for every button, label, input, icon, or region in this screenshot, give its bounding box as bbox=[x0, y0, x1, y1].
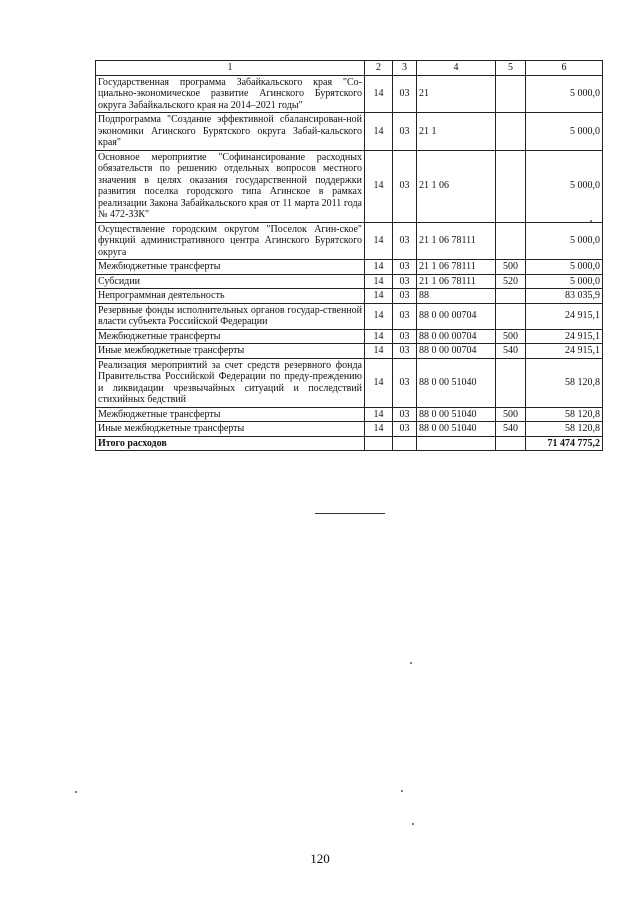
row-name-cell: Основное мероприятие "Софинансирование расходных обязательств по решению отдельных вопросов местного значения в целях оказания государственной поддержки развития поселка городского типа Агинское в рамках реализации Закона Забайкальского края от 11 марта 2011 года № 472-ЗЗК" bbox=[96, 150, 365, 222]
table-row bbox=[96, 222, 603, 260]
row-amount-cell: 5 000,0 bbox=[526, 274, 603, 289]
row-subsection-cell: 03 bbox=[393, 358, 417, 407]
row-target-article-cell: 88 0 00 00704 bbox=[417, 303, 496, 329]
row-section-cell: 14 bbox=[365, 358, 393, 407]
total-cell-5 bbox=[496, 436, 526, 451]
total-cell-2 bbox=[365, 436, 393, 451]
row-subsection-cell: 03 bbox=[393, 222, 417, 260]
row-name-cell: Иные межбюджетные трансферты bbox=[96, 422, 365, 437]
row-subsection-cell: 03 bbox=[393, 329, 417, 344]
table-header-row bbox=[96, 61, 603, 76]
scan-speck bbox=[75, 791, 77, 793]
row-expense-type-cell bbox=[496, 289, 526, 304]
row-expense-type-cell bbox=[496, 150, 526, 222]
row-subsection-cell: 03 bbox=[393, 422, 417, 437]
row-section-cell: 14 bbox=[365, 113, 393, 151]
row-amount-cell: 5 000,0 bbox=[526, 260, 603, 275]
row-amount-cell: 5 000,0 bbox=[526, 75, 603, 113]
row-amount-cell: 5 000,0 bbox=[526, 150, 603, 222]
row-expense-type-cell: 500 bbox=[496, 329, 526, 344]
row-subsection-cell: 03 bbox=[393, 344, 417, 359]
row-section-cell: 14 bbox=[365, 222, 393, 260]
row-target-article-cell: 88 0 00 00704 bbox=[417, 344, 496, 359]
table-row bbox=[96, 303, 603, 329]
row-target-article-cell: 21 1 06 bbox=[417, 150, 496, 222]
row-target-article-cell: 88 bbox=[417, 289, 496, 304]
row-section-cell: 14 bbox=[365, 75, 393, 113]
table-row bbox=[96, 407, 603, 422]
row-section-cell: 14 bbox=[365, 274, 393, 289]
total-value: 71 474 775,2 bbox=[526, 436, 603, 451]
row-section-cell: 14 bbox=[365, 329, 393, 344]
row-subsection-cell: 03 bbox=[393, 150, 417, 222]
row-target-article-cell: 21 1 06 78111 bbox=[417, 222, 496, 260]
row-name-cell: Межбюджетные трансферты bbox=[96, 329, 365, 344]
table-row bbox=[96, 274, 603, 289]
row-expense-type-cell: 540 bbox=[496, 344, 526, 359]
row-amount-cell: 5 000,0 bbox=[526, 222, 603, 260]
row-subsection-cell: 03 bbox=[393, 274, 417, 289]
table-row bbox=[96, 329, 603, 344]
row-expense-type-cell bbox=[496, 222, 526, 260]
row-subsection-cell: 03 bbox=[393, 289, 417, 304]
row-section-cell: 14 bbox=[365, 344, 393, 359]
row-amount-cell: 24 915,1 bbox=[526, 303, 603, 329]
row-subsection-cell: 03 bbox=[393, 260, 417, 275]
budget-table bbox=[95, 60, 603, 451]
scan-speck bbox=[590, 220, 592, 222]
header-col-5: 5 bbox=[496, 61, 526, 76]
row-section-cell: 14 bbox=[365, 150, 393, 222]
table-body bbox=[96, 75, 603, 436]
table-row bbox=[96, 75, 603, 113]
row-subsection-cell: 03 bbox=[393, 113, 417, 151]
separator-line bbox=[315, 513, 385, 514]
row-section-cell: 14 bbox=[365, 289, 393, 304]
table-row bbox=[96, 422, 603, 437]
row-name-cell: Подпрограмма "Создание эффективной сбалансирован-ной экономики Агинского Бурятского округа Забай-кальского края" bbox=[96, 113, 365, 151]
row-name-cell: Субсидии bbox=[96, 274, 365, 289]
table-row bbox=[96, 260, 603, 275]
row-amount-cell: 24 915,1 bbox=[526, 329, 603, 344]
row-section-cell: 14 bbox=[365, 422, 393, 437]
row-expense-type-cell: 500 bbox=[496, 407, 526, 422]
row-subsection-cell: 03 bbox=[393, 407, 417, 422]
row-target-article-cell: 88 0 00 51040 bbox=[417, 422, 496, 437]
total-row bbox=[96, 436, 603, 451]
header-col-2: 2 bbox=[365, 61, 393, 76]
row-section-cell: 14 bbox=[365, 303, 393, 329]
row-name-cell: Реализация мероприятий за счет средств резервного фонда Правительства Российской Федерации по преду-преждению и ликвидации чрезвычайных ситуаций и последствий стихийных бедствий bbox=[96, 358, 365, 407]
row-amount-cell: 5 000,0 bbox=[526, 113, 603, 151]
header-col-6: 6 bbox=[526, 61, 603, 76]
row-expense-type-cell: 540 bbox=[496, 422, 526, 437]
row-name-cell: Межбюджетные трансферты bbox=[96, 260, 365, 275]
row-expense-type-cell bbox=[496, 75, 526, 113]
row-expense-type-cell: 500 bbox=[496, 260, 526, 275]
row-subsection-cell: 03 bbox=[393, 303, 417, 329]
row-target-article-cell: 21 1 06 78111 bbox=[417, 260, 496, 275]
table-row bbox=[96, 358, 603, 407]
row-expense-type-cell bbox=[496, 303, 526, 329]
row-name-cell: Непрограммная деятельность bbox=[96, 289, 365, 304]
scan-speck bbox=[401, 790, 403, 792]
row-expense-type-cell bbox=[496, 113, 526, 151]
header-col-1: 1 bbox=[96, 61, 365, 76]
table-row bbox=[96, 150, 603, 222]
row-target-article-cell: 21 1 06 78111 bbox=[417, 274, 496, 289]
row-amount-cell: 58 120,8 bbox=[526, 422, 603, 437]
row-name-cell: Государственная программа Забайкальского края "Со-циально-экономическое развитие Агинского Бурятского округа Забайкальского края на 2014–2021 годы" bbox=[96, 75, 365, 113]
row-amount-cell: 58 120,8 bbox=[526, 407, 603, 422]
scan-speck bbox=[410, 662, 412, 664]
row-target-article-cell: 88 0 00 51040 bbox=[417, 407, 496, 422]
page-number: 120 bbox=[310, 851, 330, 866]
total-cell-4 bbox=[417, 436, 496, 451]
row-target-article-cell: 88 0 00 51040 bbox=[417, 358, 496, 407]
row-section-cell: 14 bbox=[365, 260, 393, 275]
row-expense-type-cell: 520 bbox=[496, 274, 526, 289]
total-label: Итого расходов bbox=[96, 436, 365, 451]
row-expense-type-cell bbox=[496, 358, 526, 407]
table-row bbox=[96, 113, 603, 151]
table-row bbox=[96, 289, 603, 304]
row-target-article-cell: 21 1 bbox=[417, 113, 496, 151]
scan-speck bbox=[412, 823, 414, 825]
row-target-article-cell: 88 0 00 00704 bbox=[417, 329, 496, 344]
row-name-cell: Межбюджетные трансферты bbox=[96, 407, 365, 422]
header-col-4: 4 bbox=[417, 61, 496, 76]
total-cell-3 bbox=[393, 436, 417, 451]
row-name-cell: Резервные фонды исполнительных органов государ-ственной власти субъекта Российской Федерации bbox=[96, 303, 365, 329]
row-target-article-cell: 21 bbox=[417, 75, 496, 113]
budget-table-container bbox=[95, 60, 602, 451]
row-amount-cell: 24 915,1 bbox=[526, 344, 603, 359]
table-row bbox=[96, 344, 603, 359]
header-col-3: 3 bbox=[393, 61, 417, 76]
row-amount-cell: 83 035,9 bbox=[526, 289, 603, 304]
row-name-cell: Иные межбюджетные трансферты bbox=[96, 344, 365, 359]
row-name-cell: Осуществление городским округом "Поселок Агин-ское" функций административного центра Агинского Бурятского округа bbox=[96, 222, 365, 260]
row-subsection-cell: 03 bbox=[393, 75, 417, 113]
row-amount-cell: 58 120,8 bbox=[526, 358, 603, 407]
row-section-cell: 14 bbox=[365, 407, 393, 422]
